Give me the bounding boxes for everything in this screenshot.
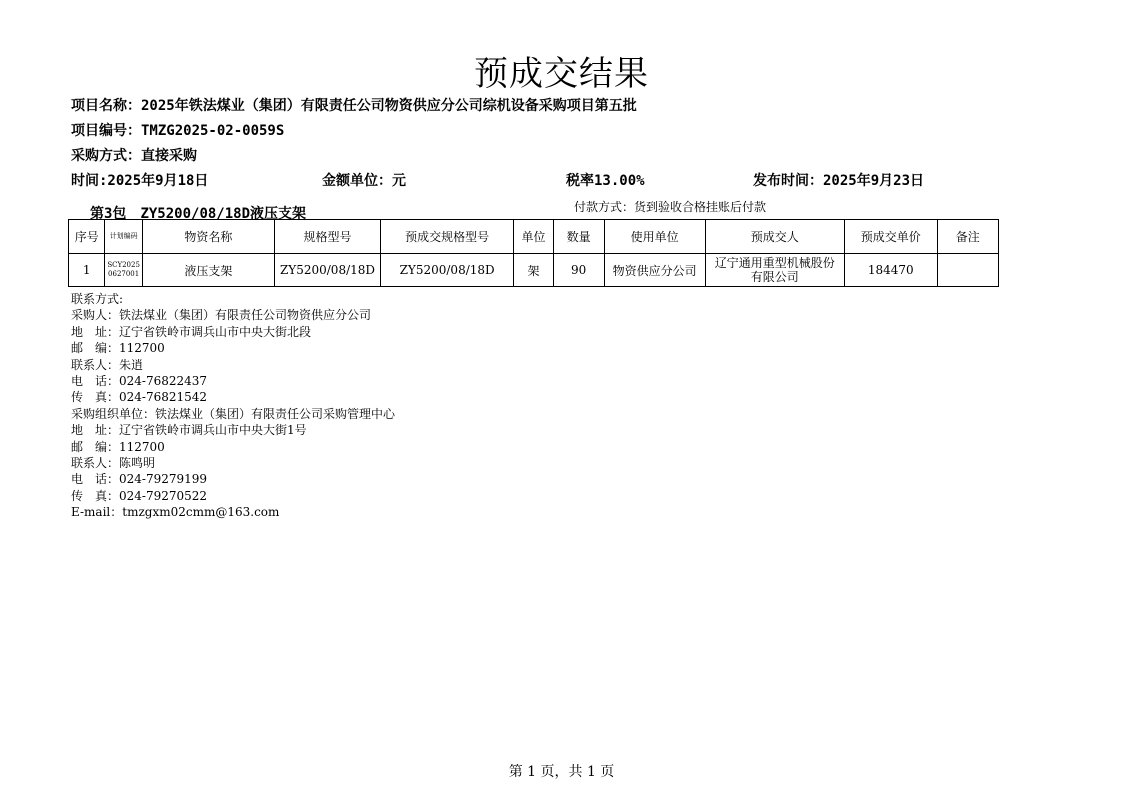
page-footer: 第 1 页，共 1 页 [508,764,615,780]
col-header-unit: 单位 [514,220,554,254]
contact-line: 邮 编：112700 [71,341,165,356]
col-header-winner: 预成交人 [705,220,844,254]
contact-line: 传 真：024-76821542 [71,390,208,405]
contact-line: 地 址：辽宁省铁岭市调兵山市中央大街1号 [71,423,307,438]
cell-name: 液压支架 [142,254,274,287]
cell-user: 物资供应分公司 [604,254,705,287]
contact-line: 采购人：铁法煤业（集团）有限责任公司物资供应分公司 [71,308,372,323]
table-header-row [69,220,999,254]
col-header-qty: 数量 [553,220,604,254]
project-number: 项目编号：TMZG2025-02-0059S [71,123,285,139]
contact-line: 电 话：024-76822437 [71,373,208,388]
contact-line: 联系人：陈鸣明 [71,455,156,470]
procurement-method: 采购方式：直接采购 [71,148,197,164]
contact-heading: 联系方式: [71,292,124,306]
col-header-user: 使用单位 [604,220,705,254]
contact-line: 电 话：024-79279199 [71,472,208,487]
contact-line: 联系人：朱逍 [71,357,144,372]
cell-plan-code: SCY20250627001 [105,254,142,287]
col-header-no: 序号 [69,220,105,254]
col-header-remark: 备注 [937,220,998,254]
publish-time: 发布时间：2025年9月23日 [753,173,925,189]
contact-line: 采购组织单位：铁法煤业（集团）有限责任公司采购管理中心 [71,406,396,421]
tax-rate: 税率13.00% [566,173,645,189]
record-time: 时间:2025年9月18日 [71,173,209,189]
col-header-spec: 规格型号 [274,220,380,254]
contact-email: E-mail：tmzgxm02cmm@163.com [71,505,280,520]
contact-line: 地 址：辽宁省铁岭市调兵山市中央大街北段 [71,324,312,339]
payment-terms: 付款方式：货到验收合格挂账后付款 [574,200,767,214]
cell-qty: 90 [553,254,604,287]
package-name: ZY5200/08/18D液压支架 [140,206,307,222]
col-header-deal-spec: 预成交规格型号 [381,220,514,254]
cell-price: 184470 [844,254,937,287]
col-header-plan-code: 计划编码 [105,220,142,254]
cell-winner: 辽宁通用重型机械股份有限公司 [705,254,844,287]
cell-spec: ZY5200/08/18D [274,254,380,287]
table-row [69,254,999,287]
package-number: 第3包 [90,206,127,222]
result-table [68,219,999,287]
cell-no: 1 [69,254,105,287]
cell-remark [937,254,998,287]
contact-line: 邮 编：112700 [71,439,165,454]
currency-unit: 金额单位：元 [322,173,406,189]
col-header-name: 物资名称 [142,220,274,254]
contact-info [71,291,395,520]
contact-line: 传 真：024-79270522 [71,488,208,503]
col-header-price: 预成交单价 [844,220,937,254]
cell-deal-spec: ZY5200/08/18D [381,254,514,287]
cell-unit: 架 [514,254,554,287]
project-name: 项目名称：2025年铁法煤业（集团）有限责任公司物资供应分公司综机设备采购项目第五批 [71,98,637,114]
page-title: 预成交结果 [474,54,649,94]
